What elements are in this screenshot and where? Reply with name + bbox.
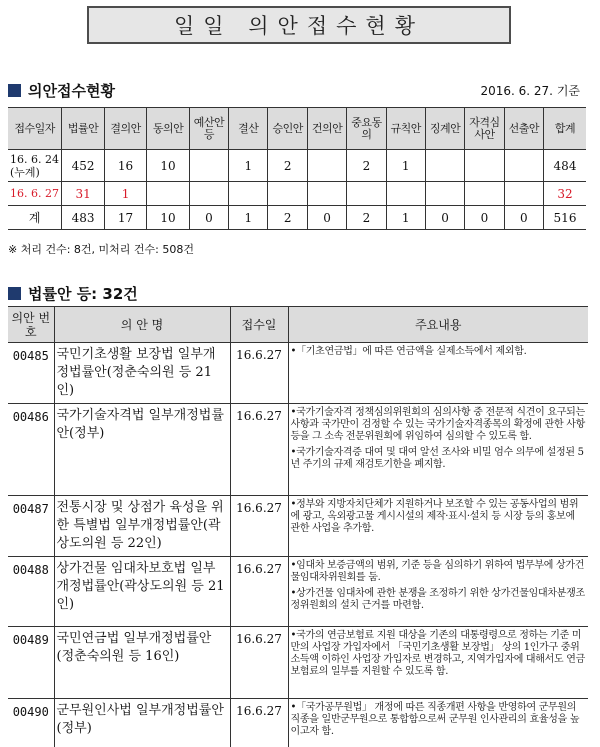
summary-cell	[147, 182, 189, 206]
page-title: 일일 의안접수현황	[87, 6, 511, 44]
bill-number: 00487	[8, 496, 54, 557]
summary-row-today	[8, 182, 586, 206]
summary-cell	[504, 182, 543, 206]
summary-header-cell: 결의안	[104, 108, 146, 150]
square-bullet-icon	[8, 84, 21, 97]
summary-cell: 1	[104, 182, 146, 206]
summary-cell: 1	[386, 206, 425, 230]
bill-content-item: •정부와 지방자치단체가 지원하거나 보조할 수 있는 공동사업의 범위에 광고, 옥외광고물 게시시설의 제작·표시·설치 등 시장 등의 홍보에 관한 사업을 추가함.	[290, 499, 579, 534]
summary-date-cell: 16. 6. 27	[8, 182, 62, 206]
summary-cell	[307, 182, 346, 206]
summary-cell	[504, 150, 543, 182]
summary-cell: 10	[147, 150, 189, 182]
bill-name: 군무원인사법 일부개정법률안(정부)	[54, 699, 230, 747]
summary-cell: 0	[504, 206, 543, 230]
summary-cell: 1	[386, 150, 425, 182]
summary-cell	[347, 182, 386, 206]
bill-row	[8, 496, 588, 557]
summary-cell: 2	[347, 150, 386, 182]
processing-note: ※ 처리 건수: 8건, 미처리 건수: 508건	[8, 243, 194, 256]
bill-content	[288, 343, 588, 404]
summary-cell: 2	[268, 150, 307, 182]
summary-cell	[465, 182, 504, 206]
summary-header-cell: 접수일자	[8, 108, 62, 150]
summary-header-cell: 법률안	[62, 108, 104, 150]
bill-number: 00486	[8, 404, 54, 496]
summary-header-row	[8, 108, 586, 150]
bill-date: 16.6.27	[230, 627, 288, 699]
summary-header-cell: 중요동의	[347, 108, 386, 150]
summary-cell: 452	[62, 150, 104, 182]
square-bullet-icon	[8, 287, 21, 300]
summary-cell: 2	[268, 206, 307, 230]
bill-date: 16.6.27	[230, 404, 288, 496]
summary-table	[8, 107, 586, 230]
bills-header-cell: 주요내용	[288, 307, 588, 343]
summary-cell	[307, 150, 346, 182]
bill-content	[288, 627, 588, 699]
bill-content	[288, 496, 588, 557]
bills-header-cell: 의 안 명	[54, 307, 230, 343]
summary-row-total	[8, 206, 586, 230]
summary-cell	[189, 150, 228, 182]
bill-number: 00485	[8, 343, 54, 404]
bill-name: 국민연금법 일부개정법률안(정춘숙의원 등 16인)	[54, 627, 230, 699]
summary-header-cell: 합계	[544, 108, 587, 150]
summary-cell: 31	[62, 182, 104, 206]
bill-content	[288, 699, 588, 747]
summary-cell: 484	[544, 150, 587, 182]
bill-number: 00489	[8, 627, 54, 699]
bill-content	[288, 557, 588, 627]
summary-date-cell: 16. 6. 24 (누계)	[8, 150, 62, 182]
summary-cell: 10	[147, 206, 189, 230]
bill-date: 16.6.27	[230, 496, 288, 557]
section-heading-text: 의안접수현황	[28, 82, 115, 100]
summary-cell	[425, 182, 464, 206]
summary-row-cumulative	[8, 150, 586, 182]
bill-content-item: •국가기술자격증 대여 및 대여 알선 조사와 비밀 엄수 의무에 설정된 5년 주기의 규제 재검토기한을 폐지함.	[290, 447, 584, 470]
bills-table	[8, 306, 588, 747]
summary-header-cell: 건의안	[307, 108, 346, 150]
summary-cell: 32	[544, 182, 587, 206]
summary-cell: 516	[544, 206, 587, 230]
bill-content-item: •임대차 보증금액의 범위, 기준 등을 심의하기 위하여 법무부에 상가건물임대차위원회를 둠.	[290, 560, 585, 583]
bill-content	[288, 404, 588, 496]
summary-header-cell: 예산안등	[189, 108, 228, 150]
bill-content-item: •「기초연금법」에 따른 연금액을 실제소득에서 제외함.	[290, 346, 527, 357]
bill-date: 16.6.27	[230, 699, 288, 747]
summary-cell	[189, 182, 228, 206]
bill-row	[8, 343, 588, 404]
summary-header-cell: 선출안	[504, 108, 543, 150]
bill-name: 상가건물 임대차보호법 일부개정법률안(곽상도의원 등 21인)	[54, 557, 230, 627]
summary-header-cell: 징계안	[425, 108, 464, 150]
summary-cell	[465, 150, 504, 182]
summary-cell: 0	[189, 206, 228, 230]
bill-content-item: •국가기술자격 정책심의위원회의 심의사항 중 전문적 식견이 요구되는 사항과 국가만이 검정할 수 있는 국가기술자격종목의 확정에 관한 사항 등을 그 소속 전문위원회에 위임하여 심의할 수 있도록 함.	[290, 407, 585, 442]
bill-row	[8, 557, 588, 627]
summary-cell: 483	[62, 206, 104, 230]
summary-date-cell: 계	[8, 206, 62, 230]
summary-cell: 17	[104, 206, 146, 230]
summary-cell	[386, 182, 425, 206]
bill-row	[8, 627, 588, 699]
summary-cell: 1	[229, 150, 268, 182]
summary-cell: 0	[425, 206, 464, 230]
bill-number: 00490	[8, 699, 54, 747]
as-of-date: 2016. 6. 27. 기준	[480, 84, 580, 98]
summary-cell	[268, 182, 307, 206]
summary-cell	[229, 182, 268, 206]
summary-cell: 0	[465, 206, 504, 230]
summary-cell: 1	[229, 206, 268, 230]
bill-content-item: •상가건물 임대차에 관한 분쟁을 조정하기 위한 상가건물임대차분쟁조정위원회의 설치 근거를 마련함.	[290, 588, 585, 611]
bill-name: 국가기술자격법 일부개정법률안(정부)	[54, 404, 230, 496]
bills-header-cell: 의안 번호	[8, 307, 54, 343]
summary-cell: 16	[104, 150, 146, 182]
bill-date: 16.6.27	[230, 557, 288, 627]
summary-cell	[425, 150, 464, 182]
bill-name: 국민기초생활 보장법 일부개정법률안(정춘숙의원 등 21인)	[54, 343, 230, 404]
bill-row	[8, 404, 588, 496]
bill-content-item: •국가의 연금보험료 지원 대상을 기존의 대통령령으로 정하는 기준 미만의 사업장 가입자에서 「국민기초생활 보장법」 상의 1인가구 중위소득액 이하인 사업장 가입자로 변경하고, 지역가입자에 대해서도 연금보험료의 일부를 지원할 수 있도록 함.	[290, 630, 585, 677]
bill-date: 16.6.27	[230, 343, 288, 404]
bill-number: 00488	[8, 557, 54, 627]
bill-content-item: •「국가공무원법」 개정에 따른 직종개편 사항을 반영하여 군무원의 직종을 일반군무원으로 통합함으로써 군무원 인사관리의 효율성을 높이고자 함.	[290, 702, 580, 737]
section-heading-status	[8, 80, 115, 101]
summary-cell: 0	[307, 206, 346, 230]
bill-name: 전통시장 및 상점가 육성을 위한 특별법 일부개정법률안(곽상도의원 등 22인)	[54, 496, 230, 557]
bills-header-row	[8, 307, 588, 343]
bill-row	[8, 699, 588, 747]
summary-cell: 2	[347, 206, 386, 230]
section-heading-bills	[8, 283, 138, 304]
summary-header-cell: 결산	[229, 108, 268, 150]
summary-header-cell: 규칙안	[386, 108, 425, 150]
summary-header-cell: 승인안	[268, 108, 307, 150]
summary-header-cell: 자격심사안	[465, 108, 504, 150]
bills-header-cell: 접수일	[230, 307, 288, 343]
section-heading-text: 법률안 등: 32건	[28, 285, 138, 303]
summary-header-cell: 동의안	[147, 108, 189, 150]
